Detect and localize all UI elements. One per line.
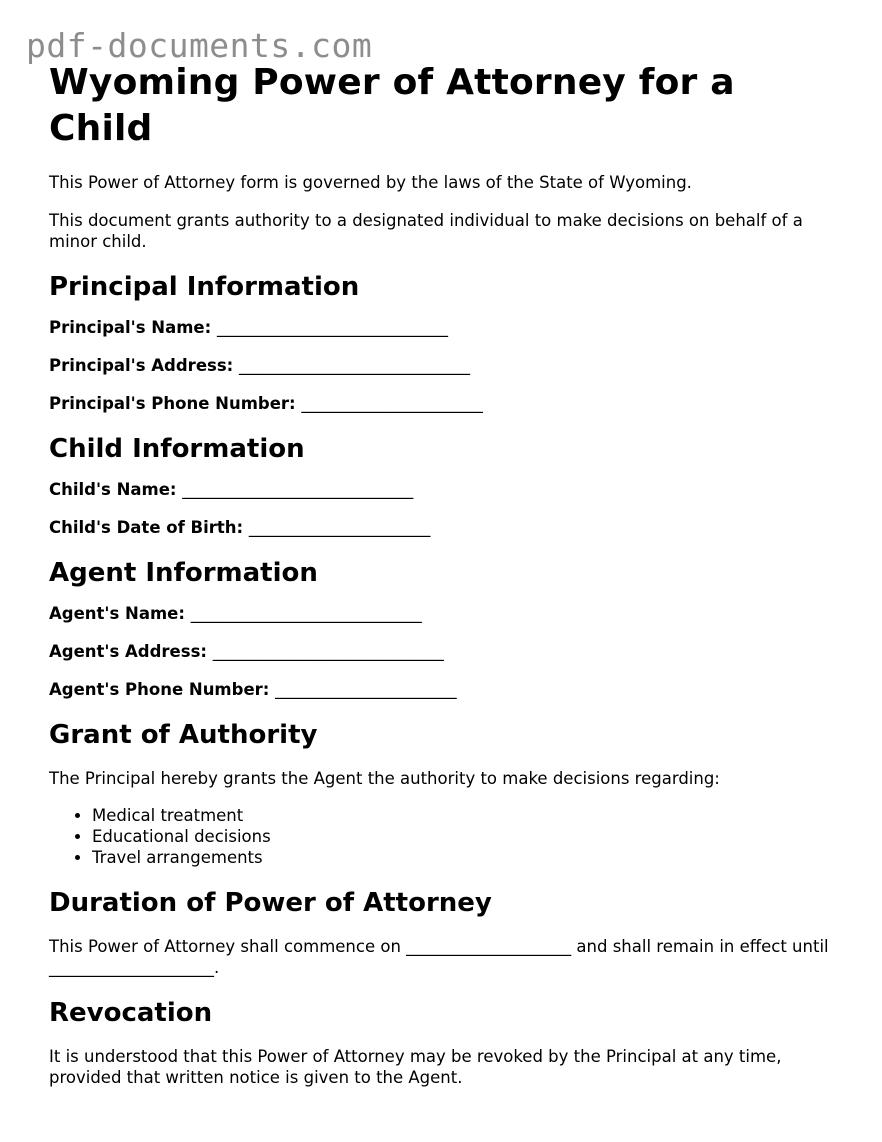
list-item: • Medical treatment [92,805,849,826]
grant-list [49,805,849,868]
agent-address-label: Agent's Address: [49,642,207,661]
revocation-text: It is understood that this Power of Attorney may be revoked by the Principal at any time, provided that written notice is given to the Agent. [49,1047,782,1087]
duration-heading: Duration of Power of Attorney [49,888,492,918]
agent-name-blank[interactable]: ____________________________ [190,604,422,623]
watermark: pdf-documents.com [26,26,373,65]
child-name-label: Child's Name: [49,480,177,499]
agent-phone-field [49,679,849,700]
principal-name-field [49,317,849,338]
principal-name-blank[interactable]: ____________________________ [216,318,448,337]
principal-heading: Principal Information [49,272,360,302]
duration-text [49,936,839,978]
principal-name-label: Principal's Name: [49,318,212,337]
agent-phone-label: Agent's Phone Number: [49,680,270,699]
agent-phone-blank[interactable]: ______________________ [275,680,457,699]
duration-text-middle: and shall remain in effect until [576,937,829,956]
grant-heading: Grant of Authority [49,720,318,750]
duration-start-blank[interactable]: ____________________ [406,937,572,956]
principal-address-field [49,355,849,376]
document-body [49,60,849,1088]
intro-paragraph-1: This Power of Attorney form is governed by the laws of the State of Wyoming. [49,173,692,192]
intro-paragraph-2: This document grants authority to a designated individual to make decisions on behalf of a minor child. [49,211,803,251]
agent-name-label: Agent's Name: [49,604,185,623]
principal-address-label: Principal's Address: [49,356,234,375]
duration-end-blank[interactable]: ____________________ [49,958,214,977]
child-dob-blank[interactable]: ______________________ [248,518,431,537]
principal-phone-field [49,393,849,414]
child-name-field [49,479,849,500]
agent-name-field [49,603,849,624]
duration-text-after: . [214,958,220,977]
agent-heading: Agent Information [49,558,318,588]
duration-text-before: This Power of Attorney shall commence on [49,937,401,956]
principal-phone-blank[interactable]: ______________________ [301,394,483,413]
agent-address-blank[interactable]: ____________________________ [212,642,444,661]
child-dob-label: Child's Date of Birth: [49,518,244,537]
child-name-blank[interactable]: ____________________________ [182,480,414,499]
list-item: • Travel arrangements [92,847,849,868]
child-dob-field [49,517,849,538]
revocation-heading: Revocation [49,998,213,1028]
principal-phone-label: Principal's Phone Number: [49,394,296,413]
document-title: Wyoming Power of Attorney for a Child [49,62,735,149]
list-item: • Educational decisions [92,826,849,847]
grant-text: The Principal hereby grants the Agent the authority to make decisions regarding: [49,769,720,788]
agent-address-field [49,641,849,662]
principal-address-blank[interactable]: ____________________________ [239,356,470,375]
child-heading: Child Information [49,434,305,464]
